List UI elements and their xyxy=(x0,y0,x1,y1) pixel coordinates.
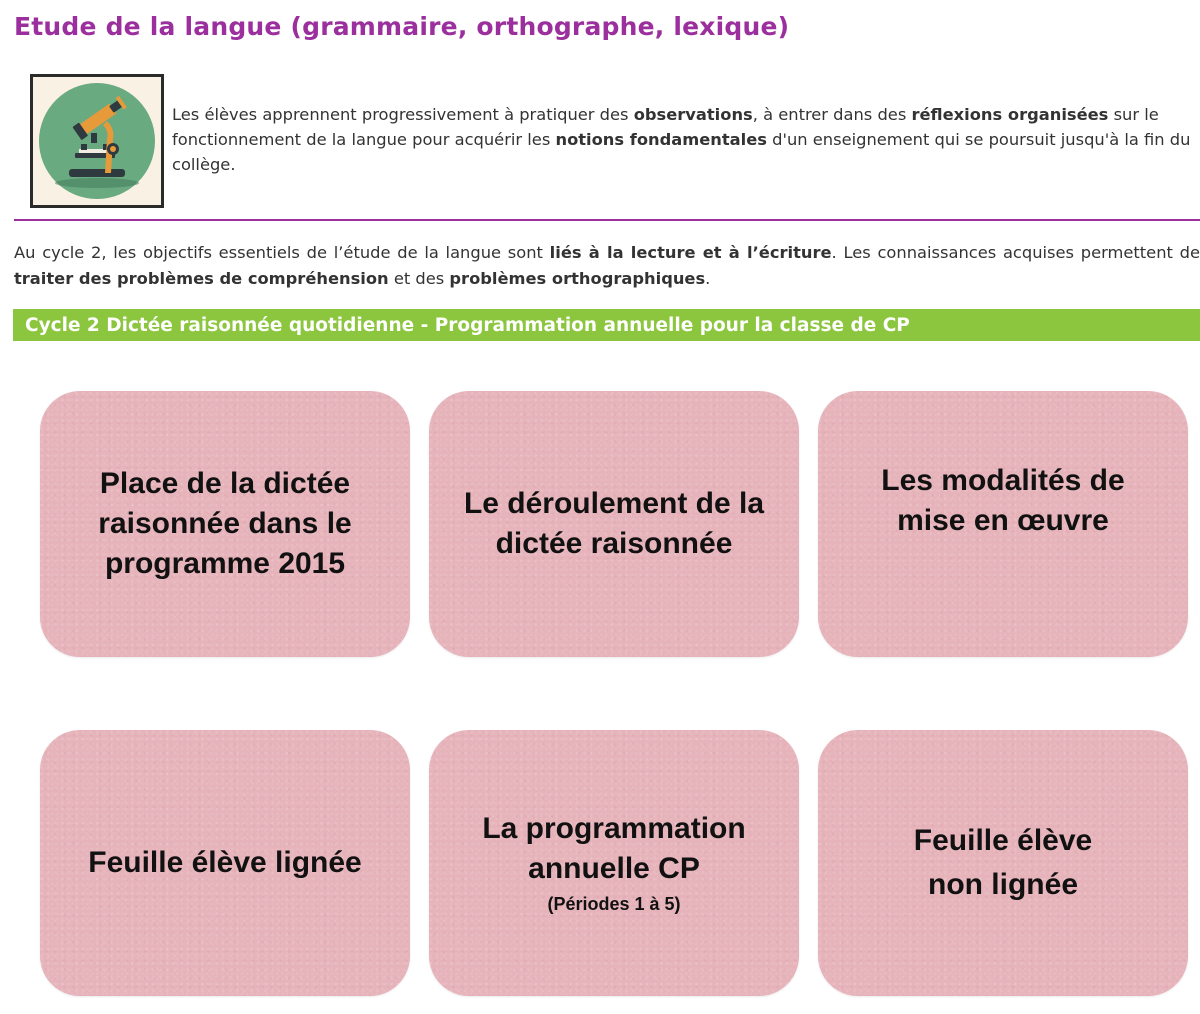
card-label: La programmation annuelle CP xyxy=(482,812,746,885)
page-title: Etude de la langue (grammaire, orthographe, lexique) xyxy=(14,12,790,41)
intro-illustration xyxy=(30,74,164,208)
card-sublabel: (Périodes 1 à 5) xyxy=(547,894,681,914)
cycle-text-2: . Les connaissances acquises permettent de xyxy=(831,243,1200,262)
cycle-bold-comprehension: traiter des problèmes de compréhension xyxy=(14,269,389,288)
intro-text-4: d'un enseignement qui se poursuit jusqu'à la fin du collège. xyxy=(172,130,1191,174)
intro-section xyxy=(30,74,1200,208)
card-deroulement[interactable] xyxy=(429,391,799,657)
intro-text-2: , à entrer dans des xyxy=(752,105,912,124)
section-banner: Cycle 2 Dictée raisonnée quotidienne - Programmation annuelle pour la classe de CP xyxy=(13,309,1200,341)
cycle-bold-lecture: liés à la lecture et à l’écriture xyxy=(549,243,832,262)
cycle-text-3: et des xyxy=(388,269,450,288)
card-programmation[interactable] xyxy=(429,730,799,996)
microscope-icon xyxy=(33,77,161,205)
card-label: Feuille élève lignée xyxy=(88,846,362,879)
card-label: Place de la dictée raisonnée dans le programme 2015 xyxy=(98,467,352,580)
intro-bold-notions: notions fondamentales xyxy=(555,130,767,149)
card-label: Feuille élève non lignée xyxy=(913,824,1093,901)
intro-bold-observations: observations xyxy=(633,105,753,124)
cycle-bold-orthographiques: problèmes orthographiques xyxy=(449,269,706,288)
intro-paragraph xyxy=(172,102,1192,177)
intro-text-3: sur le fonctionnement de la langue pour acquérir les xyxy=(172,105,1159,149)
card-modalites[interactable] xyxy=(818,391,1188,657)
cycle-paragraph xyxy=(14,240,1200,292)
card-label: Les modalités de mise en œuvre xyxy=(881,464,1125,537)
card-label: Le déroulement de la dictée raisonnée xyxy=(463,487,765,560)
intro-bold-reflexions: réflexions organisées xyxy=(911,105,1109,124)
card-feuille-non-lignee[interactable] xyxy=(818,730,1188,996)
section-divider xyxy=(14,219,1200,221)
card-place-dictee[interactable] xyxy=(40,391,410,657)
intro-text-1: Les élèves apprennent progressivement à pratiquer des xyxy=(172,105,634,124)
cycle-text-4: . xyxy=(705,269,711,288)
cycle-text-1: Au cycle 2, les objectifs essentiels de l’étude de la langue sont xyxy=(14,243,550,262)
card-feuille-lignee[interactable] xyxy=(40,730,410,996)
